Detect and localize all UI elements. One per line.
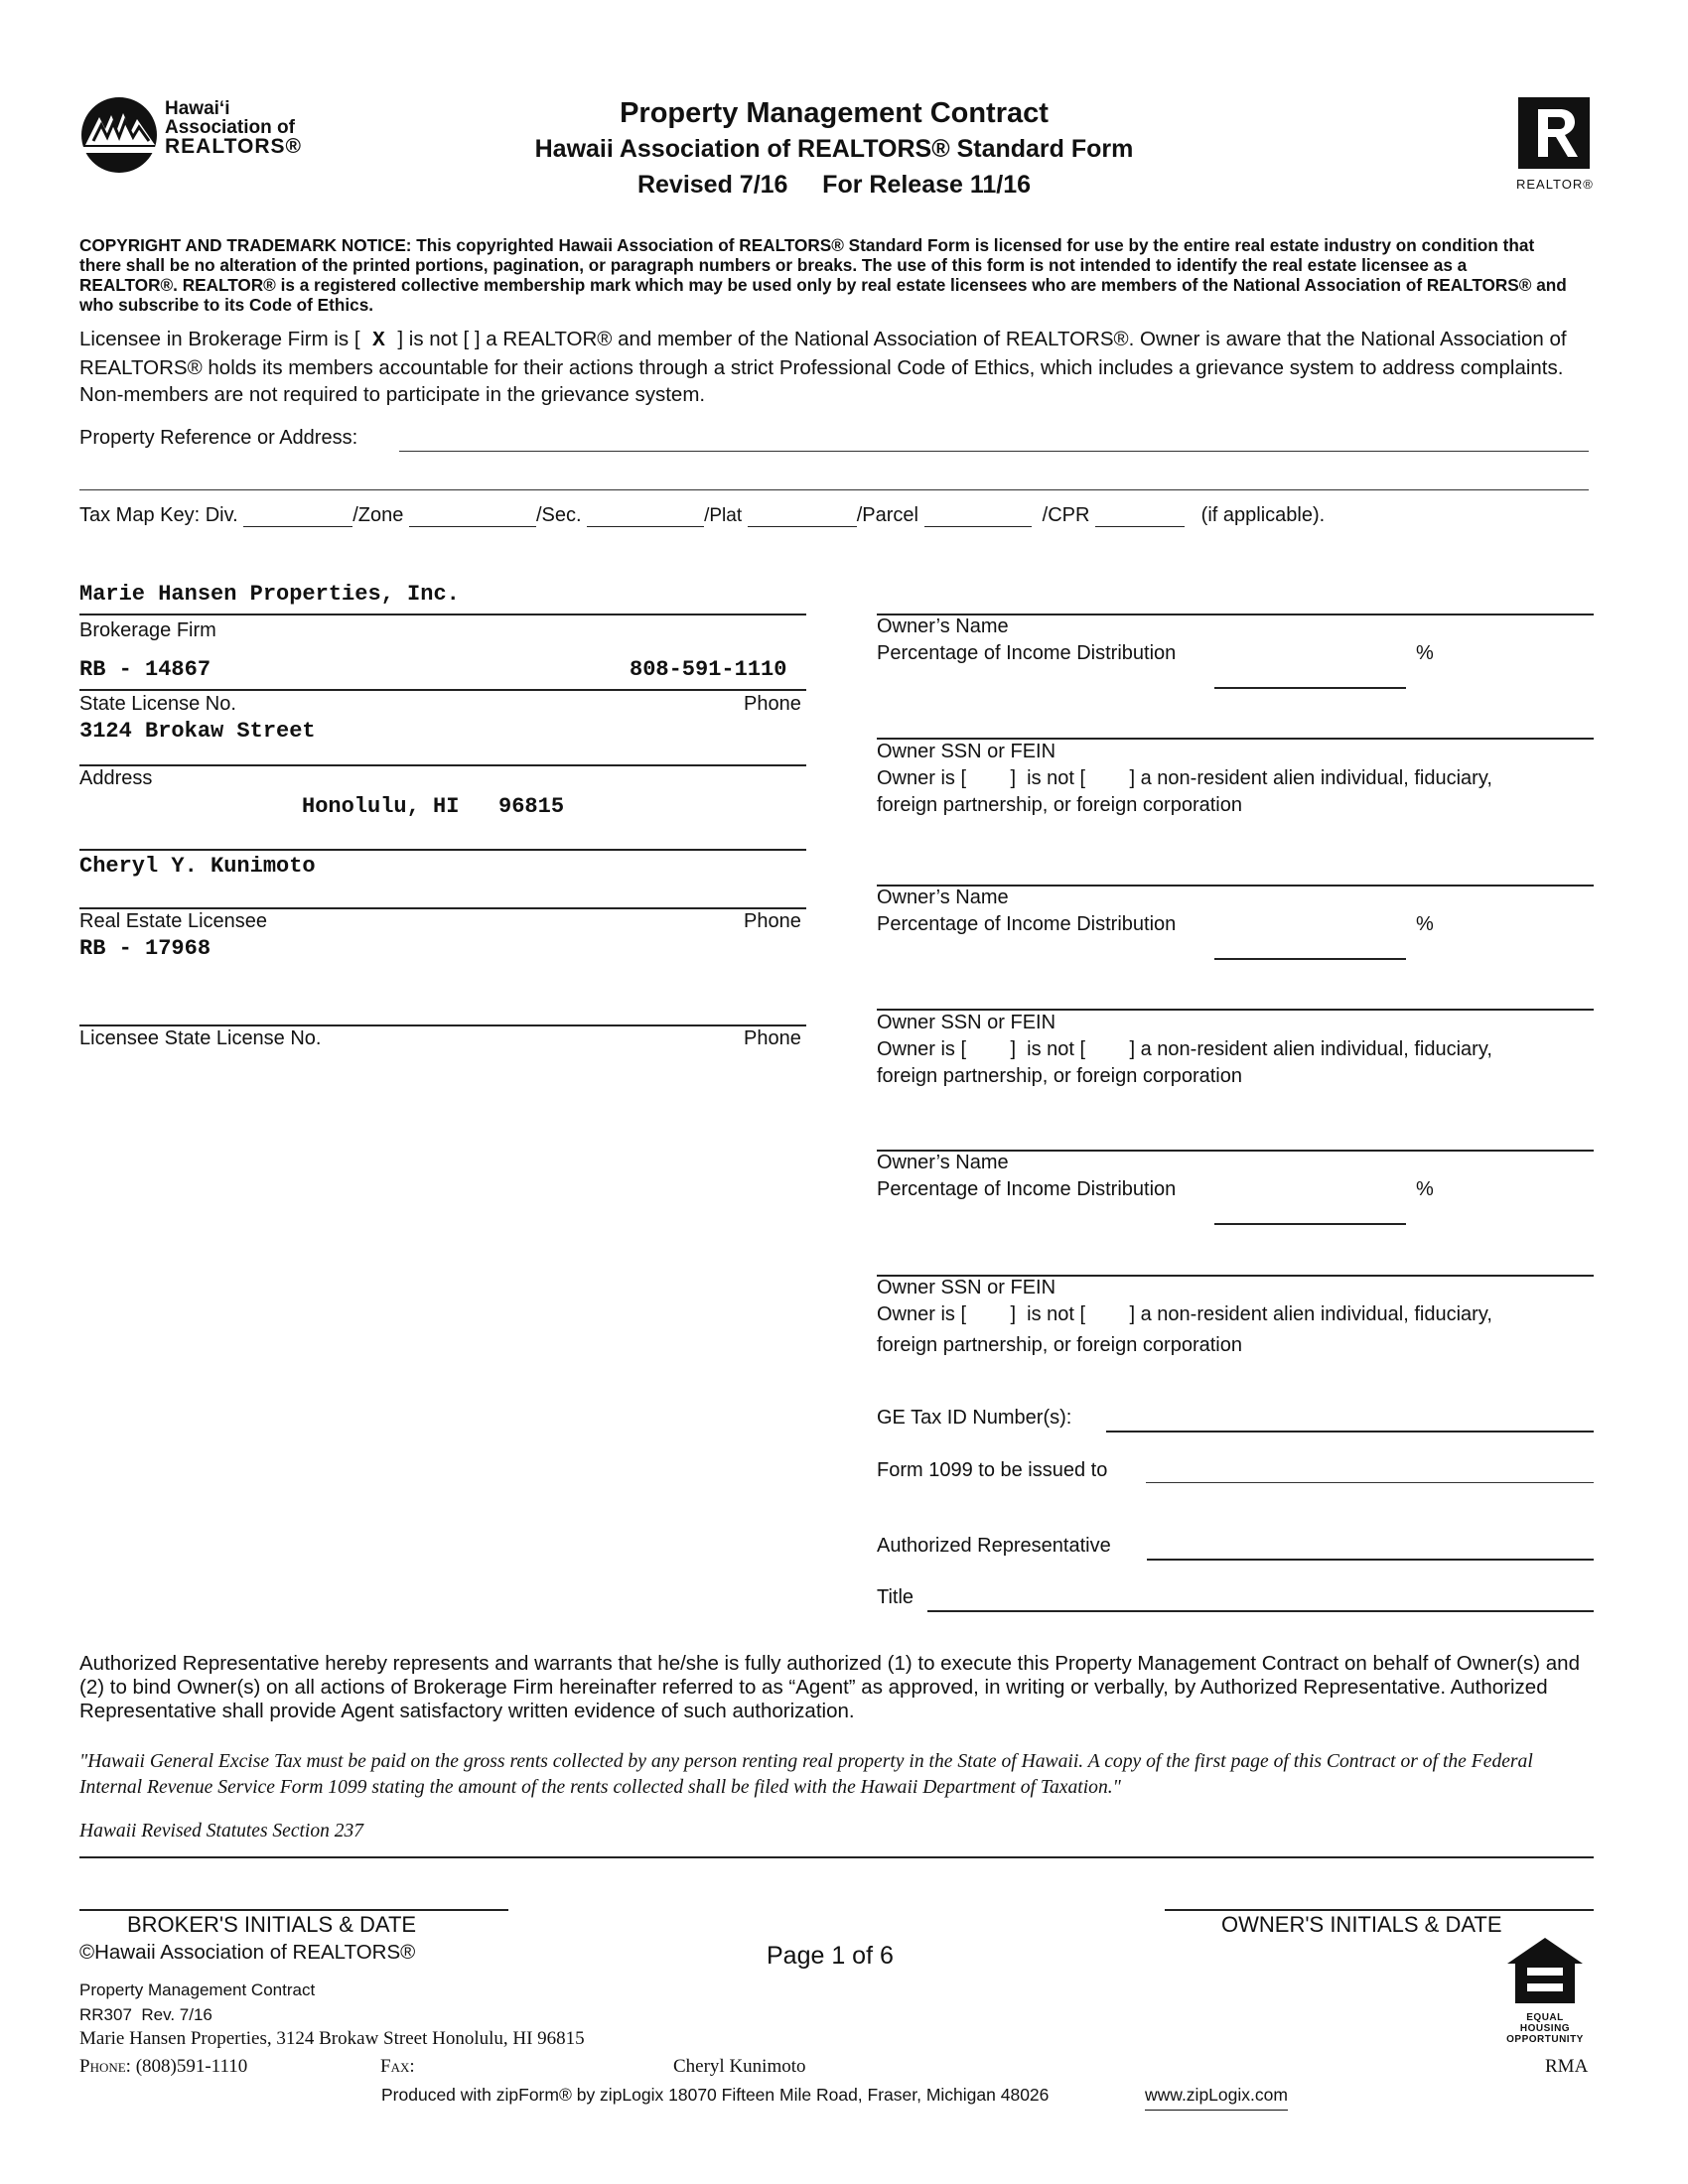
income-pct-label: Percentage of Income Distribution — [877, 642, 1177, 664]
owner-ssn-field[interactable] — [877, 738, 1594, 740]
owner-name-label: Owner’s Name — [877, 1152, 1009, 1173]
licensee-realtor-statement — [79, 326, 1579, 408]
form-1099-field[interactable] — [1146, 1482, 1594, 1483]
footer-fax-label: Fax: — [380, 2056, 415, 2077]
page-number: Page 1 of 6 — [767, 1942, 894, 1970]
tmk-zone-field[interactable] — [409, 508, 536, 527]
brokerage-firm-value[interactable]: Marie Hansen Properties, Inc. — [79, 582, 460, 607]
form-1099-label: Form 1099 to be issued to — [877, 1459, 1108, 1481]
income-pct-label: Percentage of Income Distribution — [877, 913, 1177, 935]
authorized-rep-label: Authorized Representative — [877, 1535, 1111, 1557]
licensee-text-before: Licensee in Brokerage Firm is [ — [79, 328, 360, 350]
statute-reference: Hawaii Revised Statutes Section 237 — [79, 1821, 363, 1842]
broker-phone-label: Phone — [744, 693, 801, 715]
nonresident-alien-line-2: foreign partnership, or foreign corporation — [877, 1065, 1242, 1087]
licensee-license-value[interactable]: RB - 17968 — [79, 936, 211, 961]
property-reference-field-2[interactable] — [79, 489, 1589, 490]
realtor-mark-label: REALTOR® — [1516, 177, 1594, 192]
logo-line-2: Association of — [165, 117, 295, 138]
form-name: Property Management Contract — [79, 1980, 316, 1999]
footer-phone-label: Phone: — [79, 2056, 131, 2077]
page-subtitle: Hawaii Association of REALTORS® Standard Form — [534, 135, 1134, 163]
owner-ssn-field[interactable] — [877, 1009, 1594, 1011]
broker-initials-field[interactable] — [79, 1909, 508, 1911]
realtor-mark — [1516, 95, 1592, 191]
broker-phone-value[interactable]: 808-591-1110 — [630, 657, 787, 682]
brokerage-firm-line — [79, 614, 806, 615]
equal-housing-text-1: EQUAL HOUSING — [1519, 2012, 1571, 2034]
logo-line-1: Hawai‘i — [165, 98, 230, 119]
owner-name-label: Owner’s Name — [877, 887, 1009, 908]
authorized-rep-field[interactable] — [1147, 1559, 1594, 1561]
income-pct-sign: % — [1416, 1178, 1434, 1200]
state-license-line — [79, 689, 806, 691]
licensee-name-value[interactable]: Cheryl Y. Kunimoto — [79, 854, 316, 879]
realtor-checkbox-value[interactable]: X — [359, 330, 398, 352]
address-line — [79, 764, 806, 766]
city-state-zip-value[interactable]: Honolulu, HI 96815 — [302, 794, 565, 819]
equal-housing-icon — [1503, 1934, 1587, 2007]
nonresident-alien-line[interactable]: Owner is [ ] is not [ ] a non-resident alien individual, fiduciary, — [877, 767, 1492, 789]
tmk-sec-label: /Sec. — [535, 504, 582, 526]
income-pct-field[interactable] — [1214, 1223, 1406, 1225]
income-pct-sign: % — [1416, 642, 1434, 664]
har-logo-icon — [79, 95, 161, 175]
title-field[interactable] — [927, 1610, 1594, 1612]
equal-housing-text — [1503, 2012, 1587, 2045]
realtor-r-icon — [1516, 95, 1592, 171]
tmk-sec-field[interactable] — [587, 508, 704, 527]
authorization-paragraph: Authorized Representative hereby represents and warrants that he/she is fully authorized (1) to execute this Property Management Contract on behalf of Owner(s) and (2) to bind Owner(s) on all actions of Brokerage Firm hereinafter referred to as “Agent” as approved, in writing or verbally, by Authorized Representative. Authorized Representative shall provide Agent satisfactory written evidence of such authorization. — [79, 1652, 1580, 1722]
ge-tax-id-field[interactable] — [1106, 1431, 1594, 1433]
tmk-plat-field[interactable] — [748, 508, 857, 527]
copyright-notice: COPYRIGHT AND TRADEMARK NOTICE: This copyrighted Hawaii Association of REALTORS® Standard Form is licensed for use by the entire real estate industry on condition that there shall be no alteration of the printed portions, pagination, or paragraph numbers or breaks. The use of this form is not intended to identify the real estate licensee as a REALTOR®. REALTOR® is a registered collective membership mark which may be used only by real estate licensees who are members of the National Association of REALTORS® and who subscribe to its Code of Ethics. — [79, 235, 1567, 315]
ge-tax-id-label: GE Tax ID Number(s): — [877, 1407, 1072, 1429]
licensee-phone-label: Phone — [744, 910, 801, 932]
licensee-license-phone-label: Phone — [744, 1027, 801, 1049]
tax-map-key-row — [79, 504, 1325, 527]
tmk-parcel-label: /Parcel — [856, 504, 918, 526]
nonresident-alien-line-2: foreign partnership, or foreign corporation — [877, 794, 1242, 816]
licensee-license-label: Licensee State License No. — [79, 1027, 322, 1049]
produced-with-line: Produced with zipForm® by zipLogix 18070 Fifteen Mile Road, Fraser, Michigan 48026 — [381, 2085, 1050, 2105]
page-title: Property Management Contract — [620, 97, 1049, 129]
footer-phone-value: (808)591-1110 — [135, 2056, 248, 2077]
nonresident-alien-line[interactable]: Owner is [ ] is not [ ] a non-resident alien individual, fiduciary, — [877, 1038, 1492, 1060]
income-pct-label: Percentage of Income Distribution — [877, 1178, 1177, 1200]
nonresident-alien-line-2: foreign partnership, or foreign corporation — [877, 1334, 1242, 1356]
tmk-cpr-field[interactable] — [1095, 508, 1185, 527]
tmk-cpr-label: /CPR — [1042, 504, 1090, 526]
tmk-div-label: Tax Map Key: Div. — [79, 504, 238, 526]
company-line: Marie Hansen Properties, 3124 Brokaw Street Honolulu, HI 96815 — [79, 2028, 585, 2049]
property-reference-label: Property Reference or Address: — [79, 427, 358, 449]
income-pct-sign: % — [1416, 913, 1434, 935]
revision-info: Revised 7/16 For Release 11/16 — [636, 171, 1032, 199]
equal-housing-text-2: OPPORTUNITY — [1506, 2034, 1584, 2045]
copyright-line: ©Hawaii Association of REALTORS® — [79, 1941, 416, 1964]
owner-name-label: Owner’s Name — [877, 615, 1009, 637]
title-label: Title — [877, 1586, 914, 1608]
owner-initials-field[interactable] — [1165, 1909, 1594, 1911]
logo-line-3: REALTORS® — [165, 135, 303, 158]
footer-phone — [79, 2056, 247, 2078]
owner-ssn-label: Owner SSN or FEIN — [877, 1277, 1056, 1298]
income-pct-field[interactable] — [1214, 958, 1406, 960]
licensee-line — [79, 907, 806, 909]
ge-tax-quote: "Hawaii General Excise Tax must be paid on the gross rents collected by any person renting real property in the State of Hawaii. A copy of the first page of this Contract or of the Federal Internal Revenue Service Form 1099 stating the amount of the rents collected shall be filed with the Hawaii Department of Taxation." — [79, 1751, 1533, 1798]
licensee-text-after: ] is not [ ] a REALTOR® and member of the National Association of REALTORS®. Owner is aware that the National Association of REALTORS® holds its members accountable for their actions through a strict Professional Code of Ethics, which includes a grievance system to address complaints. Non-members are not required to participate in the grievance system. — [79, 328, 1567, 406]
tmk-parcel-field[interactable] — [924, 508, 1032, 527]
owner-ssn-label: Owner SSN or FEIN — [877, 741, 1056, 762]
address-label: Address — [79, 767, 153, 789]
address-value[interactable]: 3124 Brokaw Street — [79, 719, 316, 744]
state-license-value[interactable]: RB - 14867 — [79, 657, 211, 682]
city-line — [79, 849, 806, 851]
tmk-plat-label: /Plat — [704, 505, 743, 526]
footer-rma: RMA — [1545, 2056, 1589, 2077]
nonresident-alien-line[interactable]: Owner is [ ] is not [ ] a non-resident alien individual, fiduciary, — [877, 1303, 1492, 1325]
tmk-applicable-label: (if applicable). — [1200, 504, 1326, 526]
brokerage-firm-label: Brokerage Firm — [79, 619, 216, 641]
state-license-label: State License No. — [79, 693, 236, 715]
form-revision: RR307 Rev. 7/16 — [79, 2005, 212, 2024]
ziplogix-link[interactable]: www.zipLogix.com — [1145, 2085, 1288, 2111]
licensee-license-line — [79, 1024, 806, 1026]
property-reference-field[interactable] — [399, 451, 1589, 452]
section-divider — [79, 1856, 1594, 1858]
broker-initials-label: BROKER'S INITIALS & DATE — [127, 1912, 417, 1937]
footer-agent-name: Cheryl Kunimoto — [673, 2056, 806, 2077]
income-pct-field[interactable] — [1214, 687, 1406, 689]
tmk-zone-label: /Zone — [352, 504, 404, 526]
owner-ssn-label: Owner SSN or FEIN — [877, 1012, 1056, 1033]
real-estate-licensee-label: Real Estate Licensee — [79, 910, 268, 932]
owner-initials-label: OWNER'S INITIALS & DATE — [1221, 1912, 1502, 1937]
tmk-div-field[interactable] — [243, 508, 352, 527]
har-logo — [79, 95, 338, 175]
equal-housing-logo — [1503, 1934, 1587, 2045]
